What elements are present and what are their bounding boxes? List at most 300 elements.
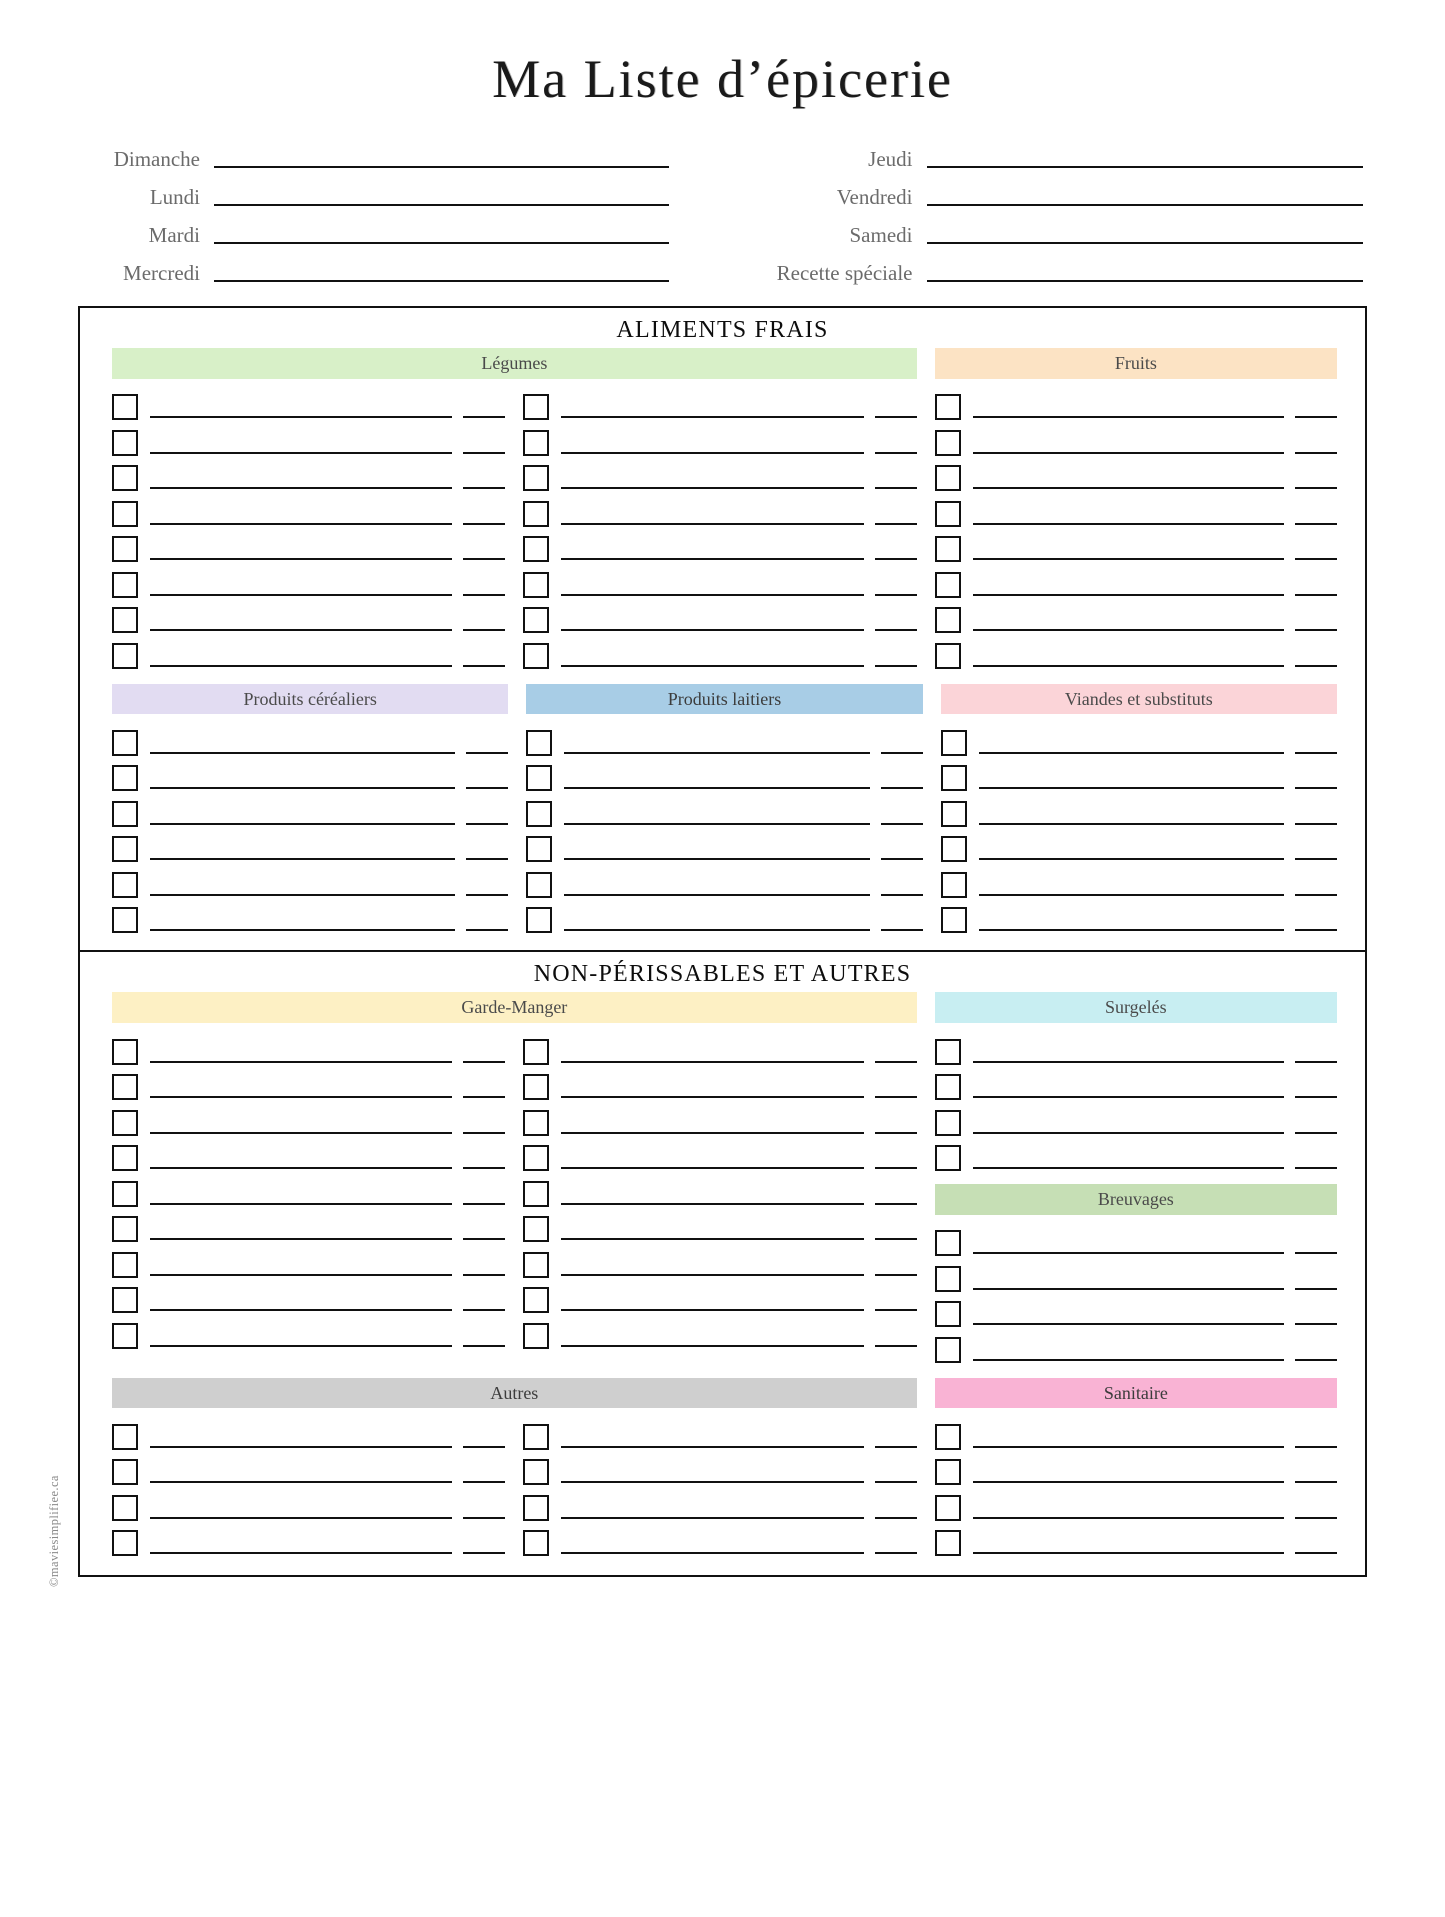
grocery-item-row — [112, 1314, 505, 1350]
item-name-input[interactable] — [150, 1446, 452, 1448]
checkbox[interactable] — [112, 1074, 138, 1100]
item-quantity-input[interactable] — [463, 1345, 505, 1347]
grocery-item-row — [112, 421, 505, 457]
checkbox[interactable] — [935, 1495, 961, 1521]
item-quantity-input[interactable] — [1295, 1252, 1337, 1254]
item-quantity-input[interactable] — [875, 1167, 917, 1169]
item-quantity-input[interactable] — [463, 452, 505, 454]
category-row-garde-manger — [80, 992, 1365, 1363]
planner-input-jeudi[interactable] — [927, 166, 1364, 168]
item-name-input[interactable] — [973, 1517, 1284, 1519]
item-quantity-input[interactable] — [1295, 665, 1337, 667]
grocery-item-row — [112, 1451, 505, 1487]
item-quantity-input[interactable] — [875, 1238, 917, 1240]
checkbox[interactable] — [935, 1459, 961, 1485]
checkbox[interactable] — [523, 1110, 549, 1136]
item-name-input[interactable] — [150, 752, 455, 754]
item-quantity-input[interactable] — [1295, 629, 1337, 631]
item-name-input[interactable] — [150, 823, 455, 825]
planner-input-dimanche[interactable] — [214, 166, 669, 168]
item-name-input[interactable] — [564, 787, 869, 789]
item-name-input[interactable] — [150, 1481, 452, 1483]
checkbox[interactable] — [526, 765, 552, 791]
item-name-input[interactable] — [150, 1238, 452, 1240]
item-name-input[interactable] — [150, 1167, 452, 1169]
item-quantity-input[interactable] — [463, 558, 505, 560]
checkbox[interactable] — [112, 1495, 138, 1521]
checkbox[interactable] — [112, 1110, 138, 1136]
item-name-input[interactable] — [973, 558, 1284, 560]
grocery-item-row — [935, 1101, 1337, 1137]
item-quantity-input[interactable] — [875, 1132, 917, 1134]
item-quantity-input[interactable] — [875, 1552, 917, 1554]
item-quantity-input[interactable] — [463, 1238, 505, 1240]
item-quantity-input[interactable] — [463, 1481, 505, 1483]
item-quantity-input[interactable] — [881, 787, 923, 789]
item-quantity-input[interactable] — [881, 752, 923, 754]
grocery-item-row — [112, 721, 508, 757]
item-name-input[interactable] — [979, 752, 1284, 754]
grocery-item-row — [935, 1451, 1337, 1487]
item-name-input[interactable] — [979, 929, 1284, 931]
item-name-input[interactable] — [561, 1238, 863, 1240]
item-quantity-input[interactable] — [1295, 858, 1337, 860]
category-bar-produits-cerealiers: Produits céréaliers — [112, 684, 508, 715]
item-quantity-input[interactable] — [463, 1309, 505, 1311]
planner-input-lundi[interactable] — [214, 204, 669, 206]
checkbox[interactable] — [526, 801, 552, 827]
checkbox[interactable] — [935, 1301, 961, 1327]
item-quantity-input[interactable] — [1295, 523, 1337, 525]
item-quantity-input[interactable] — [463, 416, 505, 418]
grocery-item-row — [526, 828, 922, 864]
checkbox[interactable] — [523, 465, 549, 491]
item-name-input[interactable] — [564, 858, 869, 860]
item-name-input[interactable] — [150, 558, 452, 560]
category-list-sanitaire — [935, 1378, 1337, 1558]
checkbox[interactable] — [523, 394, 549, 420]
item-name-input[interactable] — [973, 487, 1284, 489]
item-name-input[interactable] — [973, 1446, 1284, 1448]
checkbox[interactable] — [112, 394, 138, 420]
item-quantity-input[interactable] — [463, 1167, 505, 1169]
category-bar-produits-laitiers: Produits laitiers — [526, 684, 922, 715]
item-name-input[interactable] — [973, 1061, 1284, 1063]
item-name-input[interactable] — [561, 1345, 863, 1347]
checkbox[interactable] — [935, 394, 961, 420]
checkbox[interactable] — [112, 607, 138, 633]
item-quantity-input[interactable] — [875, 1446, 917, 1448]
grocery-item-row — [112, 528, 505, 564]
grocery-item-row — [526, 792, 922, 828]
checkbox[interactable] — [935, 1074, 961, 1100]
checkbox[interactable] — [935, 501, 961, 527]
item-quantity-input[interactable] — [1295, 1288, 1337, 1290]
item-name-input[interactable] — [973, 1481, 1284, 1483]
item-name-input[interactable] — [973, 594, 1284, 596]
item-quantity-input[interactable] — [875, 416, 917, 418]
item-name-input[interactable] — [973, 1252, 1284, 1254]
item-name-input[interactable] — [561, 665, 863, 667]
watermark-credit: ©maviesimplifiee.ca — [47, 1475, 61, 1587]
checkbox[interactable] — [935, 572, 961, 598]
item-name-input[interactable] — [564, 752, 869, 754]
item-name-input[interactable] — [561, 1309, 863, 1311]
item-quantity-input[interactable] — [1295, 1359, 1337, 1361]
checkbox[interactable] — [941, 730, 967, 756]
item-name-input[interactable] — [561, 452, 863, 454]
item-quantity-input[interactable] — [463, 523, 505, 525]
item-name-input[interactable] — [561, 416, 863, 418]
checkbox[interactable] — [935, 536, 961, 562]
item-name-input[interactable] — [150, 1345, 452, 1347]
category-bar-legumes: Légumes — [112, 348, 917, 379]
item-name-input[interactable] — [150, 1517, 452, 1519]
checkbox[interactable] — [935, 1530, 961, 1556]
item-name-input[interactable] — [973, 1167, 1284, 1169]
checkbox[interactable] — [112, 801, 138, 827]
checkbox[interactable] — [523, 1459, 549, 1485]
item-name-input[interactable] — [150, 416, 452, 418]
item-name-input[interactable] — [973, 523, 1284, 525]
item-quantity-input[interactable] — [875, 1096, 917, 1098]
item-name-input[interactable] — [561, 1446, 863, 1448]
item-name-input[interactable] — [150, 787, 455, 789]
planner-input-recette-speciale[interactable] — [927, 280, 1364, 282]
checkbox[interactable] — [112, 1181, 138, 1207]
item-quantity-input[interactable] — [1295, 1323, 1337, 1325]
item-quantity-input[interactable] — [1295, 894, 1337, 896]
checkbox[interactable] — [112, 1287, 138, 1313]
item-name-input[interactable] — [973, 1359, 1284, 1361]
item-quantity-input[interactable] — [466, 823, 508, 825]
checkbox[interactable] — [112, 465, 138, 491]
grocery-item-row — [935, 457, 1337, 493]
item-quantity-input[interactable] — [463, 594, 505, 596]
item-name-input[interactable] — [973, 1096, 1284, 1098]
checkbox[interactable] — [935, 1424, 961, 1450]
checkbox[interactable] — [935, 643, 961, 669]
category-bar-breuvages: Breuvages — [935, 1184, 1337, 1215]
checkbox[interactable] — [112, 730, 138, 756]
item-quantity-input[interactable] — [1295, 1517, 1337, 1519]
category-list-produits-cerealiers — [112, 684, 508, 935]
checkbox[interactable] — [523, 572, 549, 598]
item-quantity-input[interactable] — [875, 487, 917, 489]
item-quantity-input[interactable] — [875, 1345, 917, 1347]
item-quantity-input[interactable] — [1295, 452, 1337, 454]
item-name-input[interactable] — [561, 629, 863, 631]
checkbox[interactable] — [112, 643, 138, 669]
grocery-item-row — [941, 899, 1337, 935]
checkbox[interactable] — [523, 1495, 549, 1521]
grocery-item-row — [523, 386, 916, 422]
checkbox[interactable] — [935, 1230, 961, 1256]
checkbox[interactable] — [935, 465, 961, 491]
item-quantity-input[interactable] — [875, 1309, 917, 1311]
item-name-input[interactable] — [150, 523, 452, 525]
checkbox[interactable] — [935, 1266, 961, 1292]
checkbox[interactable] — [112, 501, 138, 527]
checkbox[interactable] — [112, 536, 138, 562]
grocery-item-row — [523, 1279, 916, 1315]
item-name-input[interactable] — [150, 1203, 452, 1205]
checkbox[interactable] — [112, 872, 138, 898]
item-quantity-input[interactable] — [1295, 487, 1337, 489]
checkbox[interactable] — [112, 1252, 138, 1278]
item-quantity-input[interactable] — [463, 1517, 505, 1519]
checkbox[interactable] — [112, 836, 138, 862]
item-quantity-input[interactable] — [1295, 752, 1337, 754]
planner-input-mardi[interactable] — [214, 242, 669, 244]
item-name-input[interactable] — [561, 1132, 863, 1134]
checkbox[interactable] — [941, 907, 967, 933]
item-quantity-input[interactable] — [881, 929, 923, 931]
item-name-input[interactable] — [150, 894, 455, 896]
item-name-input[interactable] — [979, 823, 1284, 825]
grocery-item-row — [112, 1066, 505, 1102]
checkbox[interactable] — [941, 801, 967, 827]
checkbox[interactable] — [523, 1039, 549, 1065]
item-name-input[interactable] — [973, 1552, 1284, 1554]
checkbox[interactable] — [935, 607, 961, 633]
checkbox[interactable] — [523, 1074, 549, 1100]
item-quantity-input[interactable] — [463, 629, 505, 631]
item-name-input[interactable] — [561, 1517, 863, 1519]
item-name-input[interactable] — [150, 487, 452, 489]
checkbox[interactable] — [523, 1145, 549, 1171]
item-quantity-input[interactable] — [463, 1552, 505, 1554]
item-quantity-input[interactable] — [875, 523, 917, 525]
item-name-input[interactable] — [973, 452, 1284, 454]
grocery-item-row — [523, 1243, 916, 1279]
item-name-input[interactable] — [150, 858, 455, 860]
item-name-input[interactable] — [973, 1132, 1284, 1134]
item-quantity-input[interactable] — [1295, 558, 1337, 560]
grocery-item-row — [526, 863, 922, 899]
grocery-item-row — [935, 599, 1337, 635]
checkbox[interactable] — [935, 1337, 961, 1363]
item-quantity-input[interactable] — [1295, 929, 1337, 931]
checkbox[interactable] — [112, 572, 138, 598]
item-name-input[interactable] — [150, 665, 452, 667]
checkbox[interactable] — [526, 730, 552, 756]
checkbox[interactable] — [935, 1110, 961, 1136]
item-quantity-input[interactable] — [875, 1517, 917, 1519]
grocery-item-row — [523, 492, 916, 528]
item-quantity-input[interactable] — [875, 1203, 917, 1205]
item-name-input[interactable] — [150, 1061, 452, 1063]
item-name-input[interactable] — [150, 594, 452, 596]
item-name-input[interactable] — [561, 594, 863, 596]
category-row-autres-sanitaire — [80, 1364, 1365, 1576]
planner-label-mercredi: Mercredi — [123, 261, 200, 285]
item-name-input[interactable] — [979, 787, 1284, 789]
item-quantity-input[interactable] — [466, 752, 508, 754]
checkbox[interactable] — [935, 430, 961, 456]
item-name-input[interactable] — [561, 1096, 863, 1098]
grocery-item-row — [523, 1314, 916, 1350]
checkbox[interactable] — [112, 765, 138, 791]
item-name-input[interactable] — [561, 1061, 863, 1063]
checkbox[interactable] — [112, 1323, 138, 1349]
checkbox[interactable] — [526, 836, 552, 862]
checkbox[interactable] — [112, 1424, 138, 1450]
checkbox[interactable] — [526, 872, 552, 898]
item-name-input[interactable] — [150, 929, 455, 931]
grocery-item-row — [935, 1257, 1337, 1293]
grocery-item-row — [526, 721, 922, 757]
item-name-input[interactable] — [561, 558, 863, 560]
item-quantity-input[interactable] — [875, 558, 917, 560]
item-quantity-input[interactable] — [463, 1446, 505, 1448]
checkbox[interactable] — [112, 1145, 138, 1171]
item-name-input[interactable] — [150, 1132, 452, 1134]
item-name-input[interactable] — [150, 1552, 452, 1554]
item-name-input[interactable] — [561, 1274, 863, 1276]
planner-input-samedi[interactable] — [927, 242, 1364, 244]
grocery-item-row — [523, 1522, 916, 1558]
checkbox[interactable] — [112, 430, 138, 456]
planner-label-vendredi: Vendredi — [836, 185, 913, 209]
item-quantity-input[interactable] — [466, 787, 508, 789]
checkbox[interactable] — [112, 1459, 138, 1485]
item-quantity-input[interactable] — [463, 1274, 505, 1276]
grocery-item-row — [112, 457, 505, 493]
item-quantity-input[interactable] — [463, 1203, 505, 1205]
grocery-item-row — [523, 1030, 916, 1066]
item-quantity-input[interactable] — [875, 594, 917, 596]
checkbox[interactable] — [941, 765, 967, 791]
item-name-input[interactable] — [564, 929, 869, 931]
grocery-item-row — [935, 1328, 1337, 1364]
grocery-item-row — [523, 634, 916, 670]
item-quantity-input[interactable] — [463, 665, 505, 667]
item-quantity-input[interactable] — [1295, 823, 1337, 825]
grocery-item-row — [941, 828, 1337, 864]
item-name-input[interactable] — [150, 1096, 452, 1098]
checkbox[interactable] — [526, 907, 552, 933]
item-name-input[interactable] — [564, 894, 869, 896]
checkbox[interactable] — [523, 501, 549, 527]
item-quantity-input[interactable] — [881, 894, 923, 896]
checkbox[interactable] — [112, 1530, 138, 1556]
checkbox[interactable] — [523, 536, 549, 562]
item-name-input[interactable] — [150, 1309, 452, 1311]
item-quantity-input[interactable] — [1295, 1446, 1337, 1448]
item-quantity-input[interactable] — [875, 452, 917, 454]
checkbox[interactable] — [523, 607, 549, 633]
item-quantity-input[interactable] — [1295, 1167, 1337, 1169]
planner-row-mardi — [90, 208, 727, 246]
item-name-input[interactable] — [973, 629, 1284, 631]
grocery-item-row — [112, 1243, 505, 1279]
item-name-input[interactable] — [150, 1274, 452, 1276]
grocery-item-row — [935, 1137, 1337, 1173]
item-quantity-input[interactable] — [1295, 1552, 1337, 1554]
checkbox[interactable] — [941, 872, 967, 898]
item-quantity-input[interactable] — [463, 1132, 505, 1134]
checkbox[interactable] — [935, 1039, 961, 1065]
planner-input-mercredi[interactable] — [214, 280, 669, 282]
item-quantity-input[interactable] — [1295, 1061, 1337, 1063]
item-quantity-input[interactable] — [1295, 416, 1337, 418]
item-quantity-input[interactable] — [875, 1061, 917, 1063]
checkbox[interactable] — [523, 1323, 549, 1349]
checkbox[interactable] — [112, 1216, 138, 1242]
item-name-input[interactable] — [561, 1203, 863, 1205]
item-quantity-input[interactable] — [1295, 1096, 1337, 1098]
checkbox[interactable] — [523, 1287, 549, 1313]
item-quantity-input[interactable] — [1295, 594, 1337, 596]
grocery-item-row — [523, 1486, 916, 1522]
grocery-item-row — [935, 492, 1337, 528]
planner-label-dimanche: Dimanche — [113, 147, 200, 171]
checkbox[interactable] — [523, 1530, 549, 1556]
item-name-input[interactable] — [150, 452, 452, 454]
item-quantity-input[interactable] — [463, 1096, 505, 1098]
grocery-item-row — [523, 1066, 916, 1102]
item-name-input[interactable] — [561, 1481, 863, 1483]
item-name-input[interactable] — [561, 487, 863, 489]
item-quantity-input[interactable] — [466, 858, 508, 860]
item-quantity-input[interactable] — [463, 1061, 505, 1063]
category-bar-fruits: Fruits — [935, 348, 1337, 379]
grocery-item-row — [523, 528, 916, 564]
planner-row-mercredi — [90, 246, 727, 284]
checkbox[interactable] — [523, 1252, 549, 1278]
item-name-input[interactable] — [979, 894, 1284, 896]
checkbox[interactable] — [523, 1424, 549, 1450]
item-name-input[interactable] — [150, 629, 452, 631]
item-quantity-input[interactable] — [875, 1274, 917, 1276]
grocery-item-row — [112, 1101, 505, 1137]
planner-row-lundi — [90, 170, 727, 208]
item-name-input[interactable] — [561, 1167, 863, 1169]
item-quantity-input[interactable] — [466, 894, 508, 896]
checkbox[interactable] — [523, 430, 549, 456]
checkbox[interactable] — [941, 836, 967, 862]
checkbox[interactable] — [112, 907, 138, 933]
checkbox[interactable] — [112, 1039, 138, 1065]
item-name-input[interactable] — [561, 523, 863, 525]
planner-left-column — [90, 132, 727, 284]
checkbox[interactable] — [523, 643, 549, 669]
item-name-input[interactable] — [564, 823, 869, 825]
item-quantity-input[interactable] — [1295, 787, 1337, 789]
item-quantity-input[interactable] — [881, 823, 923, 825]
planner-input-vendredi[interactable] — [927, 204, 1364, 206]
item-name-input[interactable] — [561, 1552, 863, 1554]
item-name-input[interactable] — [973, 416, 1284, 418]
item-quantity-input[interactable] — [466, 929, 508, 931]
item-quantity-input[interactable] — [875, 629, 917, 631]
item-quantity-input[interactable] — [881, 858, 923, 860]
item-quantity-input[interactable] — [875, 665, 917, 667]
checkbox[interactable] — [523, 1181, 549, 1207]
checkbox[interactable] — [935, 1145, 961, 1171]
item-name-input[interactable] — [973, 1288, 1284, 1290]
item-quantity-input[interactable] — [1295, 1481, 1337, 1483]
item-quantity-input[interactable] — [463, 487, 505, 489]
category-bar-autres: Autres — [112, 1378, 917, 1409]
checkbox[interactable] — [523, 1216, 549, 1242]
item-name-input[interactable] — [973, 1323, 1284, 1325]
item-name-input[interactable] — [979, 858, 1284, 860]
item-quantity-input[interactable] — [875, 1481, 917, 1483]
item-name-input[interactable] — [973, 665, 1284, 667]
item-quantity-input[interactable] — [1295, 1132, 1337, 1134]
